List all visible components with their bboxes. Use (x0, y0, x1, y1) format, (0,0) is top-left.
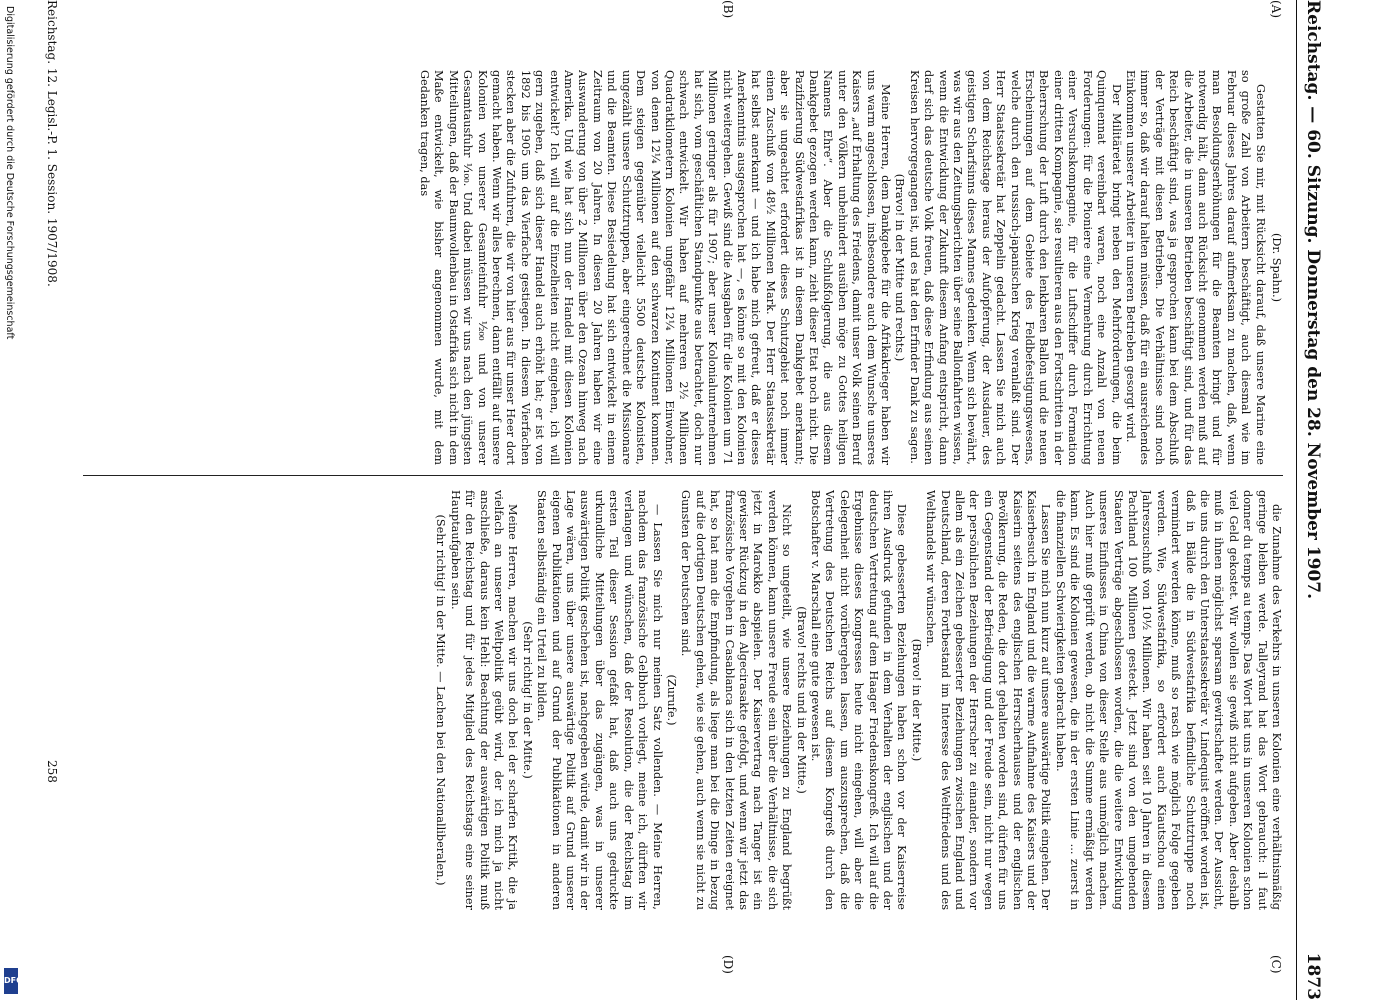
paragraph: — Lassen Sie mich nur meinen Satz vollenden. — Meine Herren, nachdem das französische Gelbbuch vorliegt, meine ich, dürften wir verlangen und wünschen, daß der Resolution, die der Reichstag im ersten Teil dieser Session gefaßt hat, daß auch uns gedruckte urkundliche Mitteilungen über das zugängen, was in unserer auswärtigen Politik geschehen ist, nachgegeben würde, damit wir in der Lage wären, uns über unsere auswärtige Politik auf Grund unserer eigenen Publikationen und auf Grund der Publikationen in anderen Staaten selbständig ein Urteil zu bilden. (535, 490, 664, 910)
paragraph: Meine Herren, machen wir uns doch bei der scharfen Kritik, die ja vielfach an unserer Weltpolitik geübt wird, der ich mich ja nicht anschließe, daraus kein Hehl: Beachtung der auswärtigen Politik muß für den Reichstag und für jedes Mitglied des Reichstags eine seiner Hauptaufgaben sein. (448, 490, 520, 910)
paragraph: Nicht so ungeteilt, wie unsere Beziehungen zu England begrüßt werden können, kann unsere Freude sein über die Verhältnisse, die sich jetzt in Marokko abspielen. Der Kaiservertrag nach Tanger ist ein gewisser Rückzug in den Algecirasakte gefolgt, und wenn wir jetzt das französische Vorgehen in Casablanca sich in den letzten Zeiten ereignet hat, so hat man die Empfindung, als liege man bei die Dinge in bezug auf die dortigen Deutschen gehen, wie sie gehen, auch wenn sie nicht zu Gunsten der Deutschen sind. (679, 490, 794, 910)
margin-marker-c: (C) (1269, 955, 1283, 974)
digitization-credit (0, 0, 24, 1000)
right-column (113, 490, 1283, 910)
interjection: (Zurufe.) (664, 674, 678, 726)
page-footer (39, 0, 59, 1000)
margin-marker-d: (D) (721, 955, 735, 974)
interjection: (Sehr richtig! in der Mitte.) (520, 621, 534, 779)
running-header (1296, 0, 1323, 1000)
left-column (113, 70, 1283, 465)
dfg-logo: DFG (4, 968, 18, 994)
paragraph: Lassen Sie mich nun kurz auf unsere auswärtige Politik eingehen. Der Kaiserbesuch in England und die warme Aufnahme des Kaisers und der Kaiserin seitens des englischen Herrscherhauses und der englischen Bevölkerung, die Reden, die dort gehalten worden sind, dürfen für uns ein Gegenstand der Befriedigung und der Freude sein, nicht nur wegen der persönlichen Beziehungen der Herrscher zu einander, sondern vor allem als ein Zeichen gebesserter Beziehungen zwischen England und Deutschland, deren Fortbestand im Interesse des Weltfriedens und des Welthandels wir wünschen. (924, 490, 1053, 910)
rotated-document (25, 0, 1335, 1000)
paragraph: Gestatten Sie mir, mit Rücksicht darauf, daß unsere Marine eine so große Zahl von Arbeitern beschäftigt, auch diesmal wie im Februar dieses Jahres darauf aufmerksam zu machen, daß, wenn man Besoldungserhöhungen für die Beamten bringt und für notwendig hält, dann auch Rücksicht genommen werden muß auf die Arbeiter, die in unseren Betrieben beschäftigt sind, und für das Reich beschäftigt sind, was ja gesprochen kann bei dem Abschluß der Verträge mit diesen Betrieben. Die Verhältnisse sind noch immer so, daß wir darauf halten müssen, daß für ein ausreichendes Einkommen unserer Arbeiter in unseren Betrieben gesorgt wird. (1123, 70, 1267, 465)
paragraph: Meine Herren, dem Dankgebete für die Afrikakrieger haben wir uns warm angeschlossen, insbesondere auch dem Wunsche unseres Kaisers „auf Erhaltung des Friedens, damit unser Volk seinen Beruf unter den Völkern unbehindert ausüben möge zu Gottes heiligen Namens Ehre“. Aber die Schlußfolgerung, die aus diesem Dankgebet gezogen werden kann, zieht dieser Etat noch nicht. Die Pazifizierung Südwestafrikas ist in diesem Dankgebet anerkannt; aber sie ungeachtet erfordert dieses Schutzgebiet noch immer einen Zuschuß von 48½ Millionen Mark. Der Herr Staatssekretär hat selbst anerkannt — und ich habe mich gefreut, daß er dieses Anerkenntnis ausgesprochen hat —, es könne so mit den Kolonien nicht weitergehen. Gewiß sind die Ausgaben für die Kolonien um 71 Millionen geringer als für 1907; aber unser Kolonialunternehmen hat sich, vom geschäftlichen Standpunkte aus betrachtet, doch nur schwach entwickelt. Wir haben auf mehreren 2½ Millionen Quadratkilometern Kolonien ungefähr 12¼ Millionen Einwohner, von denen 12¼ Millionen auf den schwarzen Kontinent kommen. Dem steigen gegenüber vielleicht 5500 deutsche Kolonisten, ungezählt unsere Schutztruppen, aber eingerechnet die Missionare und die Beamten. Diese Besiedelung hat sich entwickelt in einem Zeitraum von 20 Jahren. In diesen 20 Jahren haben wir eine Auswanderung von über 2 Millionen über den Ozean hinweg nach Amerika. Und wie hat sich nun der Handel mit diesen Kolonien entwickelt? Ich will auf die Einzelheiten nicht eingehen, ich will gern zugeben, daß sich dieser Handel auch erhöht hat; er ist von 1892 bis 1905 um das Vierfache gestiegen. In diesem Vierfachen stecken aber die Zufuhren, die wir von hier aus für unser Heer dort gemacht haben. Wenn wir alles berechnen, dann entfällt auf unsere Kolonien von unserer Gesamteinfuhr ¹⁄₂₀₀ und von unserer Gesamtausfuhr ¹⁄₁₀₀. Und dabei müssen wir uns nach den jüngsten Mitteilungen, daß der Baumwollenbau in Ostafrika sich nicht in dem Maße entwickelt, wie bisher angenommen wurde, mit dem Gedanken tragen, das (418, 70, 893, 465)
footer-sheet-number: 258 (45, 760, 59, 783)
interjection: (Sehr richtig! in der Mitte. — Lachen bei den Nationalliberalen.) (434, 514, 448, 886)
column-divider (83, 475, 1283, 476)
interjection: (Bravo! rechts und in der Mitte.) (794, 606, 808, 794)
paragraph: die Zunahme des Verkehrs in unseren Kolonien eine verhältnismäßig geringe bleiben werde. Talleyrand hat das Wort gebraucht: il faut donner du temps au temps. Das Wort hat uns in unseren Kolonien schon viel Geld gekostet. Wir wollen sie gewiß nicht aufgeben. Aber deshalb muß in ihnen möglichst sparsam gewirtschaftet werden. Der Aussicht, die uns durch den Unterstaatssekretär v. Lindequist eröffnet worden ist, daß in Bälde die in Südwestafrika befindliche Schutztruppe noch vermindert werden könne, muß so rasch wie möglich Folge gegeben werden. Wie, Südwestafrika, so erfordert auch Kiautschou einen Jahreszuschuß von 10½ Millionen. Wir haben seit 10 Jahren in diesem Pachtland 100 Millionen gesteckt. Jetzt sind von den umgebenden Staaten Verträge abgeschlossen worden, die die weitere Entwicklung unseres Einflusses in China von dieser Stelle aus unmöglich machen. Auch hier muß geprüft werden, ob nicht die Summe ermäßigt werden kann. Es sind die Kolonien gewesen, die in der ersten Linie ... zuerst in die finanziellen Schwierigkeiten gebracht haben. (1053, 490, 1283, 910)
interjection: (Bravo! in der Mitte.) (909, 638, 923, 762)
page-number: 1873 (1303, 952, 1323, 1000)
paragraph: Der Militäretat bringt neben den Mehrforderungen, die beim Quinquennat vereinbart waren, noch eine Anzahl von neuen Forderungen: für die Pioniere eine Vermehrung durch Errichtung einer Versuchskompagnie, für die Luftschiffer durch Formation einer dritten Kompagnie, sie resultieren aus den Fortschritten in der Beherrschung der Luft durch den lenkbaren Ballon und die neuen Erscheinungen auf dem Gebiete des Feldbefestigungswesens, welche durch den russisch-japanischen Krieg veranlaßt sind. Der Herr Staatssekretär hat Zeppelin gedacht. Lassen Sie mich auch von dem Reichstage heraus der Aufopferung, der Ausdauer, des geistigen Scharfsinns dieses Mannes gedenken. Wenn sich bewährt, was wir aus den Zeitungsberichten über seine Ballonfahrten wissen, wenn die Entwicklung der Zukunft diesem Anfang entspricht, dann darf sich das deutsche Volk freuen, daß diese Erfindung aus seinen Kreisen hervorgegangen ist, und es hat den Erfinder Dank zu sagen. (907, 70, 1123, 465)
footer-citation: Reichstag. 12. Legisl.-P. 1. Session. 1907/1908. (45, 0, 59, 287)
header-title: Reichstag. — 60. Sitzung. Donnerstag den 28. November 1907. (1303, 0, 1323, 600)
paragraph: Diese gebesserten Beziehungen haben schon vor der Kaiserreise ihren Ausdruck gefunden in dem Verhalten der englischen und der deutschen Vertretung auf dem Haager Friedenskongreß. Ich will auf die Ergebnisse dieses Kongresses heute nicht eingehen, will aber die Gelegenheit nicht vorübergehen lassen, um auszusprechen, daß die Vertretung des Deutschen Reichs auf diesem Kongreß durch den Botschafter v. Marschall eine gute gewesen ist. (809, 490, 909, 910)
margin-marker-a: (A) (1269, 0, 1283, 19)
interjection: (Bravo! in der Mitte und rechts.) (893, 173, 907, 362)
credit-text: Digitalisierung gefördert durch die Deutsche Forschungsgemeinschaft (4, 6, 15, 340)
margin-marker-b: (B) (721, 0, 735, 19)
speaker-name: (Dr. Spahn.) (1270, 232, 1283, 303)
